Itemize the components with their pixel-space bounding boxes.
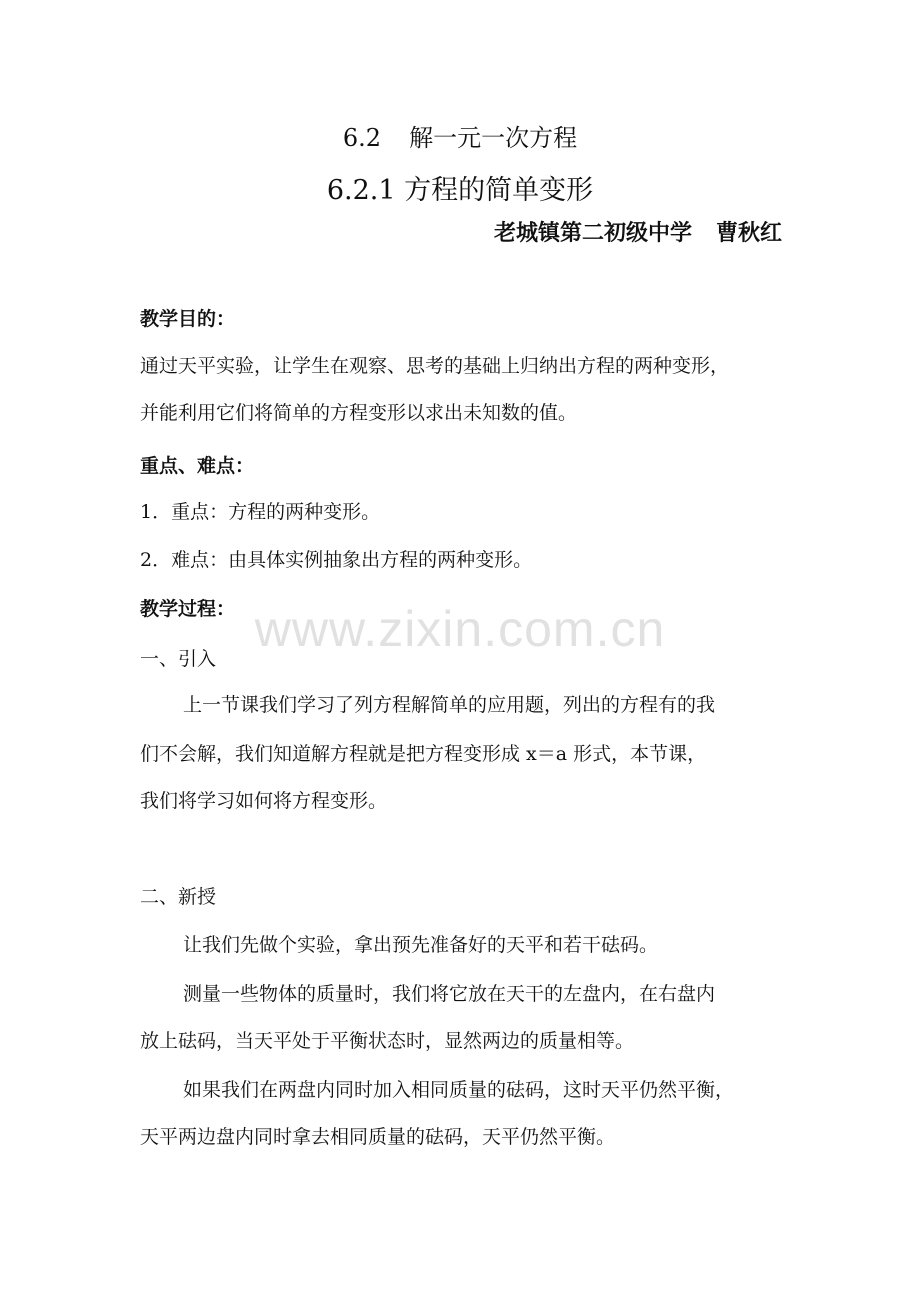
objectives-heading: 教学目的：: [140, 308, 236, 330]
intro-line-2: 们不会解，我们知道解方程就是把方程变形成 x＝a 形式，本节课，: [140, 743, 707, 765]
objectives-line-1: 通过天平实验，让学生在观察、思考的基础上归纳出方程的两种变形，: [140, 355, 730, 377]
document-subtitle: 6.2.1 方程的简单变形: [326, 175, 594, 206]
intro-line-3: 我们将学习如何将方程变形。: [140, 790, 388, 812]
objectives-line-2: 并能利用它们将简单的方程变形以求出未知数的值。: [140, 402, 578, 424]
intro-line-1: 上一节课我们学习了列方程解简单的应用题，列出的方程有的我: [183, 694, 716, 716]
new-line-2: 测量一些物体的质量时，我们将它放在天干的左盘内，在右盘内: [183, 983, 716, 1005]
title-text: 解一元一次方程: [409, 124, 578, 152]
author-line: [494, 216, 782, 247]
section-title-new: 二、新授: [140, 886, 217, 908]
watermark: www.zixin.com.cn: [254, 601, 666, 657]
process-heading: 教学过程：: [140, 598, 236, 620]
title-number: 6.2: [342, 124, 382, 152]
author-school: 老城镇第二初级中学: [493, 220, 692, 246]
new-line-4: 如果我们在两盘内同时加入相同质量的砝码，这时天平仍然平衡，: [183, 1079, 735, 1101]
key-point-item-1: 1．重点：方程的两种变形。: [140, 501, 381, 523]
document-title: [0, 118, 920, 153]
new-line-5: 天平两边盘内同时拿去相同质量的砝码，天平仍然平衡。: [140, 1126, 616, 1148]
key-points-heading: 重点、难点：: [140, 455, 255, 477]
new-line-3: 放上砝码，当天平处于平衡状态时，显然两边的质量相等。: [140, 1030, 635, 1052]
section-title-intro: 一、引入: [140, 648, 217, 670]
key-point-item-2: 2．难点：由具体实例抽象出方程的两种变形。: [140, 549, 533, 571]
new-line-1: 让我们先做个实验，拿出预先准备好的天平和若干砝码。: [183, 934, 659, 956]
author-name: 曹秋红: [715, 220, 782, 246]
